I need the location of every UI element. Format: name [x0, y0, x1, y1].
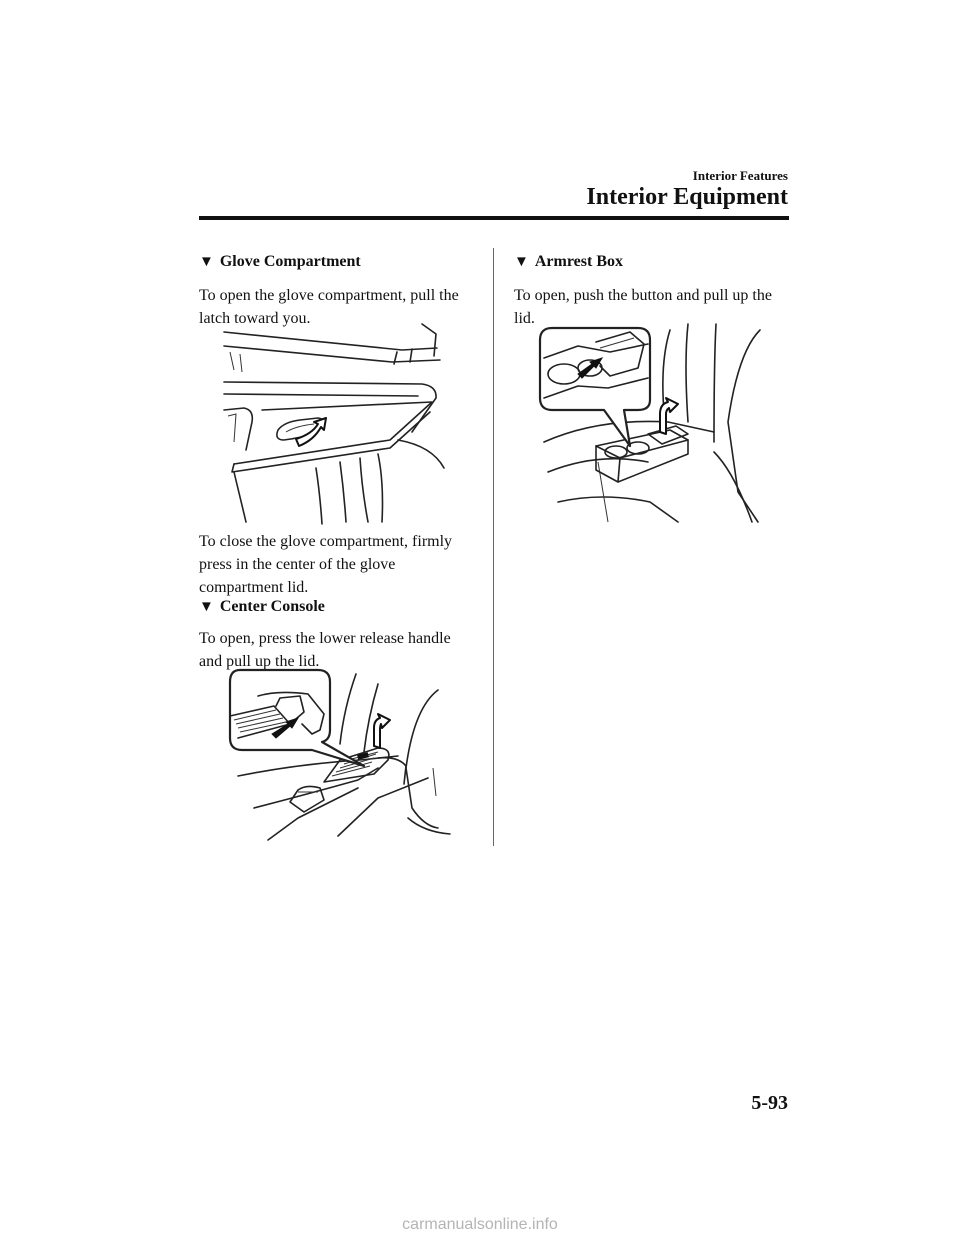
- column-divider: [493, 248, 494, 846]
- page-title: Interior Equipment: [586, 184, 788, 210]
- lower-panel-lines: [234, 440, 444, 524]
- armrest: [596, 426, 688, 482]
- armrest-box-illustration: [538, 322, 768, 527]
- console-open-text: To open, press the lower release handle and pull up the lid.: [199, 630, 451, 670]
- glove-box-lid: [224, 402, 432, 472]
- glove-heading: [199, 253, 361, 271]
- console-heading: [199, 598, 325, 616]
- armrest-heading: [514, 253, 623, 271]
- glove-open-text: To open the glove compartment, pull the latch toward you.: [199, 287, 459, 327]
- pull-arrow-icon: [296, 418, 326, 446]
- armrest-heading-text: Armrest Box: [534, 253, 623, 270]
- page-number: 5-93: [751, 1092, 788, 1114]
- header-rule: [199, 216, 789, 220]
- section-marker: ▼: [514, 254, 529, 270]
- center-console-illustration: [228, 668, 453, 840]
- console-heading-text: Center Console: [219, 598, 325, 615]
- dashboard-lines: [224, 324, 440, 432]
- armrest-button-callout: [540, 328, 650, 446]
- section-marker: ▼: [199, 254, 214, 270]
- glove-compartment-illustration: [222, 322, 452, 527]
- glove-close-text: To close the glove compartment, firmly press in the center of the glove compartment lid.: [199, 533, 453, 596]
- section-marker: ▼: [199, 599, 214, 615]
- section-label: Interior Features: [692, 168, 788, 183]
- glove-heading-text: Glove Compartment: [219, 253, 361, 270]
- lift-lid-arrow-icon: [374, 714, 390, 748]
- armrest-open-text: To open, push the button and pull up the lid.: [514, 287, 772, 327]
- watermark: carmanualsonline.info: [402, 1216, 558, 1233]
